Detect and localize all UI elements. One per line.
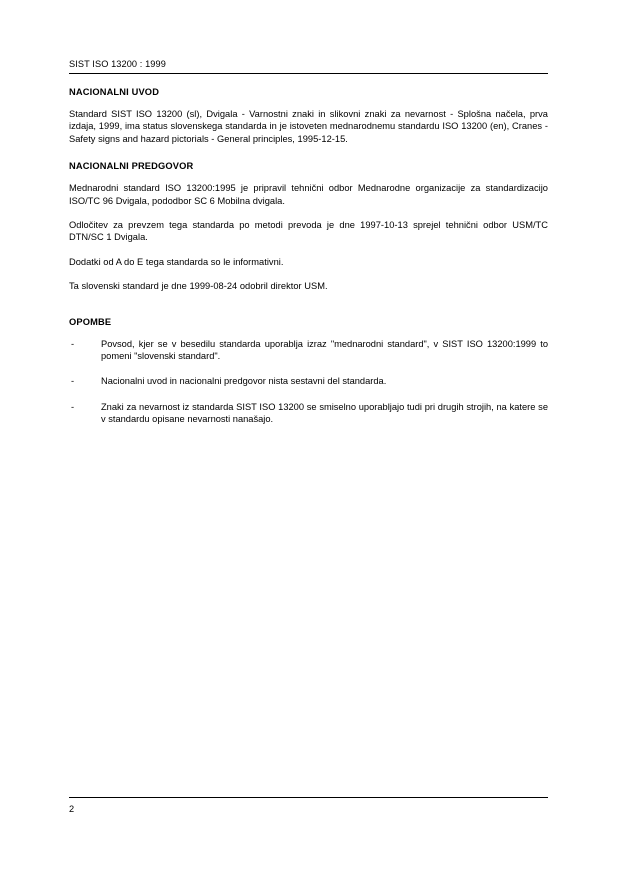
- page-header: [69, 58, 548, 74]
- running-header-title: SIST ISO 13200 : 1999: [69, 59, 166, 69]
- list-item: [69, 375, 548, 387]
- list-marker-icon: -: [71, 338, 75, 349]
- spacer: [69, 328, 548, 338]
- heading-nacionalni-predgovor: NACIONALNI PREDGOVOR: [69, 161, 194, 172]
- footer-divider: [69, 797, 548, 798]
- paragraph-predgovor-2: Odločitev za prevzem tega standarda po metodi prevoda je dne 1997-10-13 sprejel tehnični odbor USM/TC DTN/SC 1 Dvigala.: [69, 220, 548, 243]
- spacer: [69, 268, 548, 280]
- spacer: [69, 98, 548, 108]
- page-footer: [69, 797, 548, 815]
- heading-nacionalni-uvod: NACIONALNI UVOD: [69, 87, 160, 97]
- note-text-1: Povsod, kjer se v besedilu standarda uporablja izraz "mednarodni standard", v SIST ISO 13200:1999 to pomeni "slovenski standard".: [101, 338, 548, 362]
- document-body: [69, 86, 548, 426]
- page-number: 2: [69, 804, 75, 814]
- note-text-3: Znaki za nevarnost iz standarda SIST ISO 13200 se smiselno uporabljajo tudi pri drugih strojih, na katere se v standardu opisane nevarnosti nanašajo.: [101, 401, 548, 425]
- spacer: [69, 293, 548, 316]
- paragraph-nacionalni-uvod: Standard SIST ISO 13200 (sl), Dvigala - Varnostni znaki in slikovni znaki za nevarnost - Splošna načela, prva izdaja, 1999, ima status slovenskega standarda in je istoveten mednarodnemu standardu ISO 13200 (en), Cranes - Safety signs and hazard pictorials - General principles, 1995-12-15.: [69, 109, 548, 144]
- list-item: [69, 401, 548, 426]
- heading-opombe: OPOMBE: [69, 316, 112, 327]
- paragraph-predgovor-4: Ta slovenski standard je dne 1999-08-24 odobril direktor USM.: [69, 281, 328, 292]
- paragraph-predgovor-3: Dodatki od A do E tega standarda so le informativni.: [69, 256, 284, 267]
- paragraph-predgovor-1: Mednarodni standard ISO 13200:1995 je pripravil tehnični odbor Mednarodne organizacije za standardizacijo ISO/TC 96 Dvigala, pododbor SC 6 Mobilna dvigala.: [69, 183, 548, 206]
- list-marker-icon: -: [71, 401, 75, 412]
- notes-list: [69, 338, 548, 426]
- list-item: [69, 338, 548, 363]
- spacer: [69, 172, 548, 182]
- spacer: [69, 244, 548, 256]
- spacer: [69, 145, 548, 160]
- header-divider: [69, 73, 548, 74]
- note-text-2: Nacionalni uvod in nacionalni predgovor nista sestavni del standarda.: [101, 376, 387, 387]
- list-marker-icon: -: [71, 376, 75, 387]
- spacer: [69, 207, 548, 219]
